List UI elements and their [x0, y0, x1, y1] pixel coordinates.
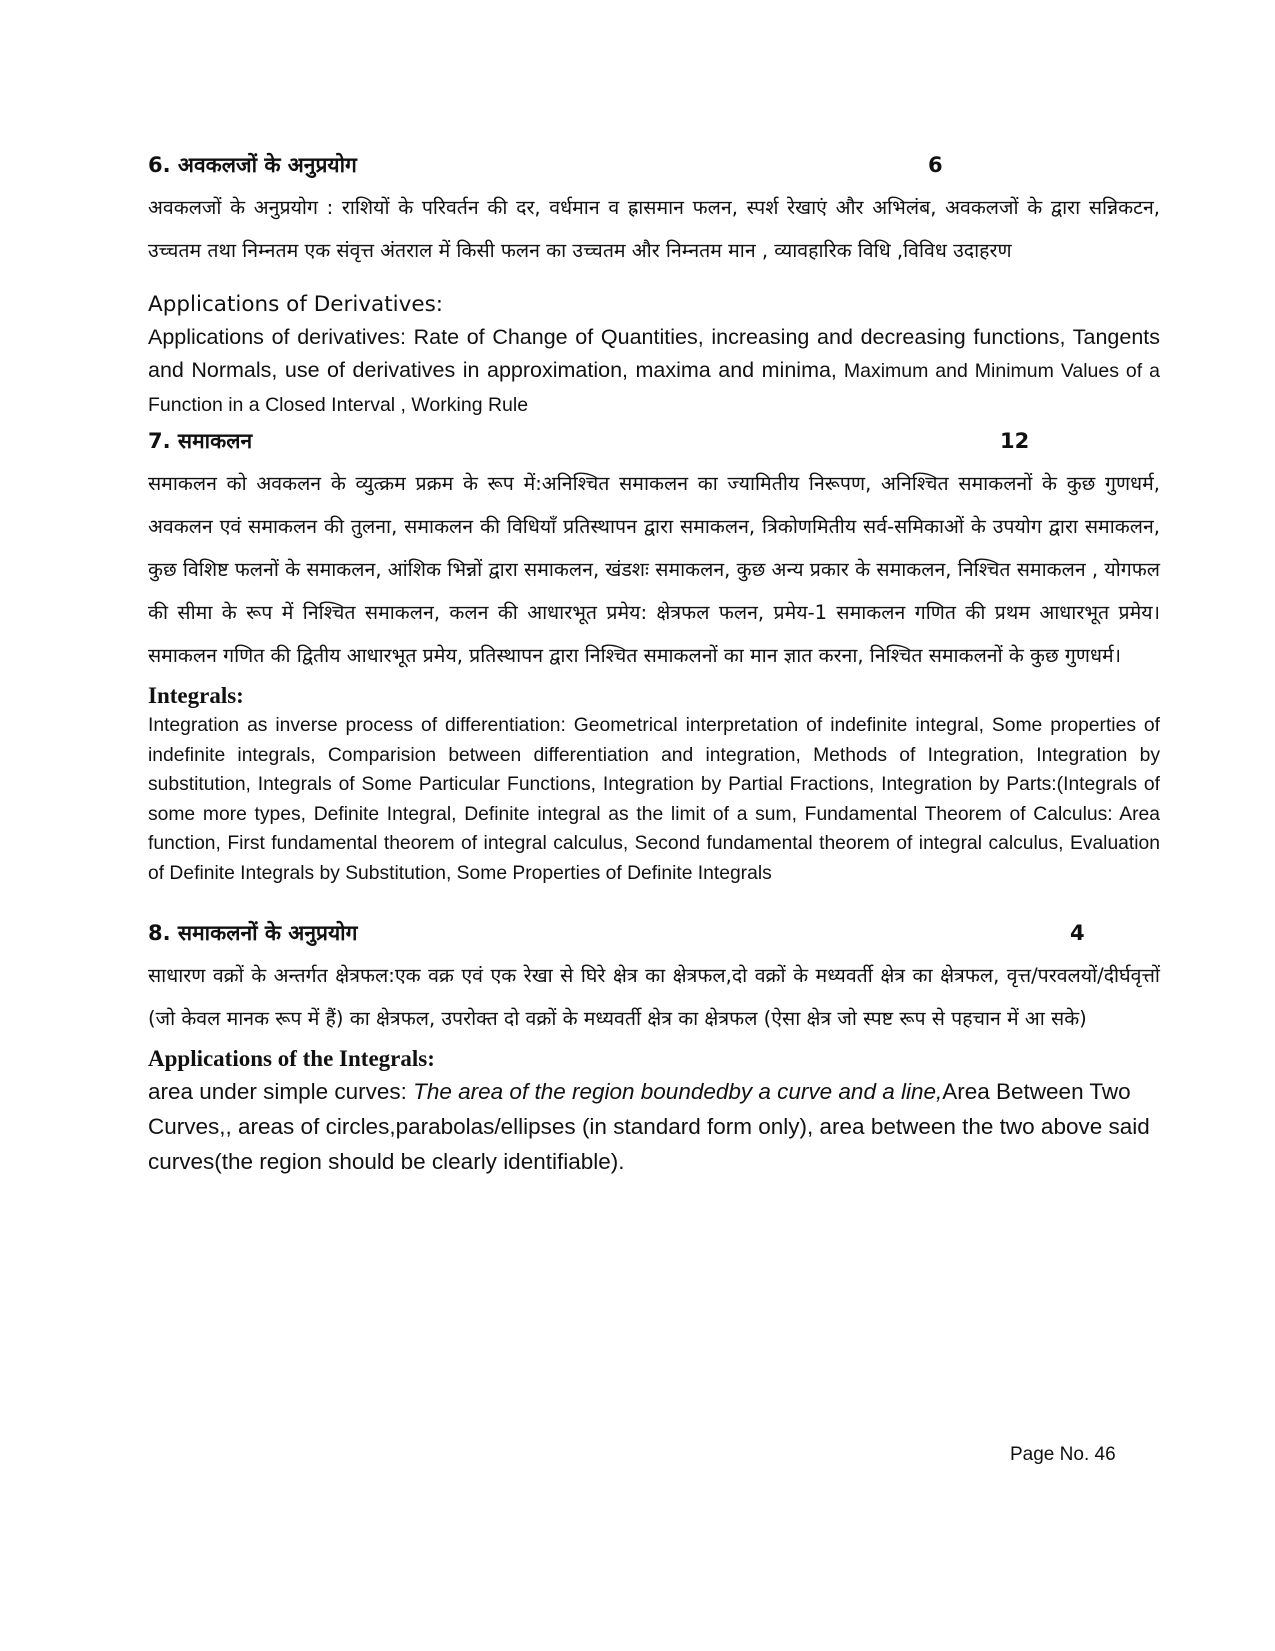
section-6-heading	[148, 148, 1160, 182]
section-7-title: 7. समाकलन	[148, 429, 253, 453]
section-8-title: 8. समाकलनों के अनुप्रयोग	[148, 921, 358, 945]
section-6-marks: 6	[928, 153, 943, 177]
section-8-en-text-start: area under simple curves:	[148, 1079, 414, 1104]
section-8-heading	[148, 916, 1160, 950]
section-6-hindi-text: अवकलजों के अनुप्रयोग : राशियों के परिवर्तन की दर, वर्धमान व ह्रासमान फलन, स्पर्श रेखाएं और अभिलंब, अवकलजों के द्वारा सन्निकटन, उच्चतम तथा निम्नतम एक संवृत्त अंतराल में किसी फलन का उच्चतम और निम्नतम मान , व्यावहारिक विधि ,विविध उदाहरण	[148, 196, 1160, 262]
page-number: Page No. 46	[1010, 1444, 1116, 1465]
section-6-en-title: Applications of Derivatives:	[148, 292, 444, 317]
section-8-en-text	[148, 1074, 1160, 1179]
section-8-hindi-text: साधारण वक्रों के अन्तर्गत क्षेत्रफल:एक वक्र एवं एक रेखा से घिरे क्षेत्र का क्षेत्रफल,दो वक्रों के मध्यवर्ती क्षेत्र का क्षेत्रफल, वृत्त/परवलयों/दीर्घवृत्तों (जो केवल मानक रूप में हैं) का क्षेत्रफल, उपरोक्त दो वक्रों के मध्यवर्ती क्षेत्र का क्षेत्रफल (ऐसा क्षेत्र जो स्पष्ट रूप से पहचान में आ सके)	[148, 964, 1160, 1030]
section-7-heading	[148, 424, 1160, 458]
section-7-marks: 12	[1000, 429, 1030, 453]
section-7-hindi-text: समाकलन को अवकलन के व्युत्क्रम प्रक्रम के रूप में:अनिश्चित समाकलन का ज्यामितीय निरूपण, अनिश्चित समाकलनों के कुछ गुणधर्म, अवकलन एवं समाकलन की तुलना, समाकलन की विधियाँ प्रतिस्थापन द्वारा समाकलन, त्रिकोणमितीय सर्व-समिकाओं के उपयोग द्वारा समाकलन, कुछ विशिष्ट फलनों के समाकलन, आंशिक भिन्नों द्वारा समाकलन, खंडशः समाकलन, कुछ अन्य प्रकार के समाकलन, निश्चित समाकलन , योगफल की सीमा के रूप में निश्चित समाकलन, कलन की आधारभूत प्रमेय: क्षेत्रफल फलन, प्रमेय-1 समाकलन गणित की प्रथम आधारभूत प्रमेय। समाकलन गणित की द्वितीय आधारभूत प्रमेय, प्रतिस्थापन द्वारा निश्चित समाकलनों का मान ज्ञात करना, निश्चित समाकलनों के कुछ गुणधर्म।	[148, 472, 1160, 667]
section-8-en-text-end: Area Between Two Curves,, areas of circles,parabolas/ellipses (in standard form only), area between the two above said curves(the region should be clearly identifiable).	[148, 1079, 1150, 1174]
section-8-marks: 4	[1070, 921, 1085, 945]
section-6-title: 6. अवकलजों के अनुप्रयोग	[148, 153, 357, 177]
page-content	[148, 148, 1160, 1179]
section-8-en-text-italic: The area of the region boundedby a curve and a line,	[413, 1079, 943, 1104]
section-6-en-text-small: Maximum and Minimum Values of a Function in a Closed Interval , Working Rule	[148, 360, 1160, 416]
section-8-en-title: Applications of the Integrals:	[148, 1046, 435, 1071]
section-7-en-text: Integration as inverse process of differentiation: Geometrical interpretation of indefinite integral, Some properties of indefinite integrals, Comparision between differentiation and integration, Methods of Integration, Integration by substitution, Integrals of Some Particular Functions, Integration by Partial Fractions, Integration by Parts:(Integrals of some more types, Definite Integral, Definite integral as the limit of a sum, Fundamental Theorem of Calculus: Area function, First fundamental theorem of integral calculus, Second fundamental theorem of integral calculus, Evaluation of Definite Integrals by Substitution, Some Properties of Definite Integrals	[148, 715, 1160, 884]
section-6-en-text	[148, 321, 1160, 422]
section-7-en-title: Integrals:	[148, 683, 244, 708]
section-6-en-text-main: Applications of derivatives: Rate of Change of Quantities, increasing and decreasing functions, Tangents and Normals, use of derivatives in approximation, maxima and minima,	[148, 325, 1160, 382]
